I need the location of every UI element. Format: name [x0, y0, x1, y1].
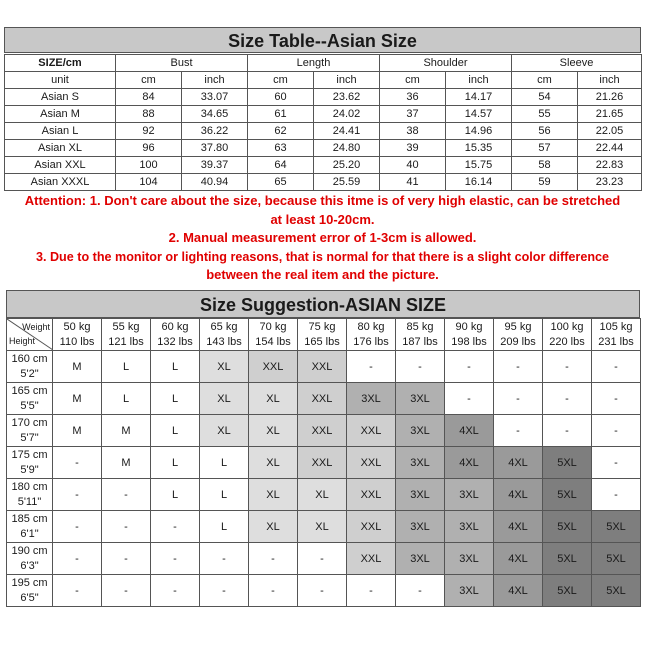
height-ft: 6'3" — [20, 559, 39, 572]
size-suggestion-cell: XXL — [298, 351, 347, 383]
size-value-cell: 24.02 — [314, 106, 380, 123]
weight-kg: 75 kg — [308, 320, 336, 333]
weight-kg: 70 kg — [259, 320, 287, 333]
height-ft: 5'11" — [17, 495, 42, 508]
size-value-cell: 36 — [380, 89, 446, 106]
attention-line-3: 2. Manual measurement error of 1-3cm is allowed. — [168, 230, 477, 246]
weight-header-cell — [249, 319, 298, 351]
unit-cell: cm — [116, 72, 182, 89]
size-suggestion-cell: L — [151, 447, 200, 479]
size-suggestion-cell: 5XL — [592, 511, 641, 543]
height-row — [7, 415, 641, 447]
weight-lbs: 110 lbs — [59, 335, 95, 348]
size-suggestion-cell: 4XL — [494, 447, 543, 479]
size-value-cell: 25.59 — [314, 174, 380, 191]
size-suggestion-cell: XL — [249, 511, 298, 543]
size-value-cell: 22.44 — [578, 140, 642, 157]
size-suggestion-cell: 4XL — [445, 447, 494, 479]
size-suggestion-table — [6, 318, 641, 607]
size-suggestion-cell: XXL — [347, 415, 396, 447]
header-size-cm: SIZE/cm — [5, 55, 116, 72]
weight-kg: 55 kg — [112, 320, 140, 333]
unit-cell: inch — [446, 72, 512, 89]
height-header-cell — [7, 447, 53, 479]
unit-cell: inch — [314, 72, 380, 89]
attention-line-1: Attention: 1. Don't care about the size, because this itme is of very high elastic, can be stretched — [24, 193, 621, 208]
header-shoulder: Shoulder — [380, 55, 512, 72]
size-suggestion-cell: - — [53, 479, 102, 511]
size-value-cell: 88 — [116, 106, 182, 123]
size-suggestion-cell: - — [592, 415, 641, 447]
size-suggestion-cell: 4XL — [494, 511, 543, 543]
header-sleeve: Sleeve — [512, 55, 642, 72]
height-header-cell — [7, 479, 53, 511]
height-row — [7, 543, 641, 575]
weight-lbs: 231 lbs — [598, 335, 634, 348]
height-cm: 170 cm — [11, 416, 48, 429]
size-suggestion-cell: 3XL — [396, 383, 445, 415]
size-suggestion-cell: XL — [298, 479, 347, 511]
size-table-title: Size Table--Asian Size — [4, 27, 641, 53]
size-suggestion-title: Size Suggestion-ASIAN SIZE — [6, 290, 640, 318]
height-ft: 6'1" — [20, 527, 39, 540]
height-header-cell — [7, 383, 53, 415]
size-suggestion-cell: XXL — [347, 447, 396, 479]
weight-header-cell — [543, 319, 592, 351]
size-suggestion-cell: XL — [200, 415, 249, 447]
size-value-cell: 33.07 — [182, 89, 248, 106]
size-suggestion-cell: - — [151, 511, 200, 543]
size-suggestion-cell: - — [102, 575, 151, 607]
size-suggestion-cell: - — [592, 351, 641, 383]
weight-lbs: 176 lbs — [353, 335, 389, 348]
size-suggestion-cell: M — [53, 351, 102, 383]
size-suggestion-cell: XL — [249, 383, 298, 415]
size-suggestion-cell: - — [494, 351, 543, 383]
height-cm: 185 cm — [11, 512, 48, 525]
weight-header-cell — [53, 319, 102, 351]
size-table-header-row — [5, 55, 642, 72]
size-suggestion-cell: L — [200, 479, 249, 511]
size-value-cell: 23.62 — [314, 89, 380, 106]
size-suggestion-cell: - — [543, 383, 592, 415]
size-suggestion-cell: XXL — [347, 511, 396, 543]
weight-header-cell — [494, 319, 543, 351]
size-suggestion-cell: XL — [200, 383, 249, 415]
size-value-cell: 23.23 — [578, 174, 642, 191]
weight-kg: 50 kg — [63, 320, 91, 333]
height-row — [7, 575, 641, 607]
height-ft: 5'9" — [20, 463, 39, 476]
size-suggestion-cell: - — [543, 415, 592, 447]
weight-header-cell — [445, 319, 494, 351]
size-suggestion-cell: - — [102, 479, 151, 511]
corner-height-label: Height — [9, 336, 36, 346]
size-value-cell: 59 — [512, 174, 578, 191]
size-value-cell: 58 — [512, 157, 578, 174]
size-suggestion-cell: XL — [249, 415, 298, 447]
size-value-cell: 55 — [512, 106, 578, 123]
size-suggestion-cell: 3XL — [396, 511, 445, 543]
size-value-cell: 21.65 — [578, 106, 642, 123]
weight-header-cell — [200, 319, 249, 351]
size-value-cell: 40 — [380, 157, 446, 174]
unit-cell: inch — [578, 72, 642, 89]
size-value-cell: 25.20 — [314, 157, 380, 174]
weight-kg: 100 kg — [550, 320, 584, 333]
height-cm: 160 cm — [11, 352, 48, 365]
weight-lbs: 187 lbs — [402, 335, 438, 348]
size-suggestion-cell: - — [53, 543, 102, 575]
size-suggestion-cell: - — [494, 415, 543, 447]
size-value-cell: 41 — [380, 174, 446, 191]
attention-line-4: 3. Due to the monitor or lighting reasons, that is normal for that there is a slight color difference — [35, 249, 610, 264]
size-name-cell: Asian XXL — [5, 157, 116, 174]
size-suggestion-cell: 3XL — [445, 511, 494, 543]
unit-cell: inch — [182, 72, 248, 89]
height-ft: 5'5" — [20, 399, 39, 412]
weight-lbs: 132 lbs — [157, 335, 193, 348]
size-value-cell: 14.17 — [446, 89, 512, 106]
weight-header-cell — [396, 319, 445, 351]
size-suggestion-cell: - — [53, 447, 102, 479]
weight-kg: 80 kg — [357, 320, 385, 333]
size-value-cell: 22.83 — [578, 157, 642, 174]
size-value-cell: 24.80 — [314, 140, 380, 157]
height-row — [7, 479, 641, 511]
height-cm: 180 cm — [11, 480, 48, 493]
unit-label: unit — [5, 72, 116, 89]
weight-kg: 60 kg — [161, 320, 189, 333]
size-row — [5, 89, 642, 106]
size-value-cell: 21.26 — [578, 89, 642, 106]
size-suggestion-cell: 3XL — [445, 543, 494, 575]
size-row — [5, 174, 642, 191]
size-suggestion-cell: XL — [249, 447, 298, 479]
size-value-cell: 64 — [248, 157, 314, 174]
weight-lbs: 143 lbs — [206, 335, 242, 348]
size-value-cell: 54 — [512, 89, 578, 106]
unit-cell: cm — [380, 72, 446, 89]
size-suggestion-cell: - — [347, 351, 396, 383]
height-ft: 6'5" — [20, 591, 39, 604]
size-value-cell: 34.65 — [182, 106, 248, 123]
size-suggestion-cell: 5XL — [543, 447, 592, 479]
size-value-cell: 15.35 — [446, 140, 512, 157]
size-row — [5, 106, 642, 123]
size-suggestion-cell: L — [151, 479, 200, 511]
size-name-cell: Asian XL — [5, 140, 116, 157]
size-value-cell: 92 — [116, 123, 182, 140]
weight-kg: 105 kg — [599, 320, 633, 333]
size-suggestion-cell: 4XL — [494, 479, 543, 511]
attention-line-2: at least 10-20cm. — [270, 211, 375, 227]
weight-lbs: 165 lbs — [304, 335, 340, 348]
size-value-cell: 57 — [512, 140, 578, 157]
size-value-cell: 16.14 — [446, 174, 512, 191]
size-suggestion-cell: XL — [249, 479, 298, 511]
size-value-cell: 39 — [380, 140, 446, 157]
size-suggestion-cell: XL — [298, 511, 347, 543]
size-suggestion-cell: M — [102, 415, 151, 447]
size-suggestion-cell: L — [200, 447, 249, 479]
size-name-cell: Asian L — [5, 123, 116, 140]
size-suggestion-cell: L — [151, 415, 200, 447]
size-suggestion-cell: XXL — [298, 447, 347, 479]
size-value-cell: 14.57 — [446, 106, 512, 123]
size-suggestion-cell: 3XL — [396, 447, 445, 479]
height-cm: 190 cm — [11, 544, 48, 557]
size-suggestion-cell: M — [53, 415, 102, 447]
size-suggestion-cell: - — [592, 447, 641, 479]
size-suggestion-cell: 3XL — [347, 383, 396, 415]
size-suggestion-cell: L — [102, 351, 151, 383]
size-value-cell: 62 — [248, 123, 314, 140]
size-value-cell: 40.94 — [182, 174, 248, 191]
size-value-cell: 39.37 — [182, 157, 248, 174]
header-length: Length — [248, 55, 380, 72]
size-suggestion-cell: 3XL — [396, 479, 445, 511]
size-suggestion-cell: 5XL — [592, 543, 641, 575]
size-value-cell: 104 — [116, 174, 182, 191]
size-suggestion-cell: 3XL — [396, 415, 445, 447]
size-suggestion-cell: - — [396, 351, 445, 383]
height-header-cell — [7, 511, 53, 543]
size-suggestion-cell: - — [249, 543, 298, 575]
size-suggestion-cell: XXL — [298, 383, 347, 415]
weight-header-cell — [347, 319, 396, 351]
size-suggestion-cell: 5XL — [543, 511, 592, 543]
size-suggestion-cell: L — [102, 383, 151, 415]
height-cm: 175 cm — [11, 448, 48, 461]
size-suggestion-cell: - — [445, 383, 494, 415]
size-suggestion-cell: 4XL — [494, 543, 543, 575]
size-suggestion-cell: - — [298, 543, 347, 575]
size-suggestion-cell: - — [543, 351, 592, 383]
size-suggestion-cell: - — [102, 511, 151, 543]
size-value-cell: 84 — [116, 89, 182, 106]
size-suggestion-cell: - — [200, 575, 249, 607]
weight-header-cell — [151, 319, 200, 351]
size-suggestion-cell: 4XL — [445, 415, 494, 447]
height-header-cell — [7, 543, 53, 575]
weight-lbs: 154 lbs — [255, 335, 291, 348]
unit-cell: cm — [248, 72, 314, 89]
size-suggestion-cell: - — [298, 575, 347, 607]
size-value-cell: 96 — [116, 140, 182, 157]
size-suggestion-cell: - — [151, 575, 200, 607]
height-row — [7, 383, 641, 415]
size-suggestion-cell: M — [53, 383, 102, 415]
size-suggestion-cell: 4XL — [494, 575, 543, 607]
size-value-cell: 22.05 — [578, 123, 642, 140]
size-suggestion-cell: 5XL — [543, 479, 592, 511]
size-suggestion-cell: 3XL — [445, 479, 494, 511]
size-value-cell: 56 — [512, 123, 578, 140]
size-value-cell: 37.80 — [182, 140, 248, 157]
size-suggestion-cell: 3XL — [445, 575, 494, 607]
size-suggestion-cell: XXL — [347, 543, 396, 575]
weight-lbs: 198 lbs — [451, 335, 487, 348]
size-row — [5, 157, 642, 174]
size-table-unit-row — [5, 72, 642, 89]
size-value-cell: 38 — [380, 123, 446, 140]
size-value-cell: 100 — [116, 157, 182, 174]
size-value-cell: 14.96 — [446, 123, 512, 140]
size-value-cell: 61 — [248, 106, 314, 123]
size-suggestion-cell: - — [396, 575, 445, 607]
size-value-cell: 36.22 — [182, 123, 248, 140]
size-suggestion-cell: - — [592, 383, 641, 415]
weight-header-cell — [592, 319, 641, 351]
weight-lbs: 220 lbs — [549, 335, 585, 348]
size-value-cell: 65 — [248, 174, 314, 191]
weight-header-row — [7, 319, 641, 351]
height-cm: 195 cm — [11, 576, 48, 589]
size-suggestion-cell: 5XL — [592, 575, 641, 607]
size-name-cell: Asian S — [5, 89, 116, 106]
height-header-cell — [7, 575, 53, 607]
size-value-cell: 63 — [248, 140, 314, 157]
weight-lbs: 209 lbs — [500, 335, 536, 348]
weight-kg: 95 kg — [504, 320, 532, 333]
attention-notes — [4, 192, 641, 285]
height-ft: 5'2" — [20, 367, 39, 380]
size-suggestion-cell: XL — [200, 351, 249, 383]
height-row — [7, 351, 641, 383]
unit-cell: cm — [512, 72, 578, 89]
corner-cell — [7, 319, 53, 351]
size-suggestion-cell: L — [200, 511, 249, 543]
header-bust: Bust — [116, 55, 248, 72]
weight-lbs: 121 lbs — [108, 335, 144, 348]
size-suggestion-cell: - — [347, 575, 396, 607]
size-suggestion-cell: - — [102, 543, 151, 575]
height-ft: 5'7" — [20, 431, 39, 444]
height-header-cell — [7, 351, 53, 383]
size-value-cell: 15.75 — [446, 157, 512, 174]
size-suggestion-cell: - — [249, 575, 298, 607]
size-suggestion-cell: 5XL — [543, 543, 592, 575]
size-value-cell: 37 — [380, 106, 446, 123]
weight-header-cell — [102, 319, 151, 351]
height-row — [7, 511, 641, 543]
height-row — [7, 447, 641, 479]
size-suggestion-cell: - — [200, 543, 249, 575]
size-suggestion-cell: XXL — [249, 351, 298, 383]
size-suggestion-cell: L — [151, 383, 200, 415]
size-value-cell: 60 — [248, 89, 314, 106]
size-suggestion-cell: XXL — [347, 479, 396, 511]
weight-header-cell — [298, 319, 347, 351]
size-name-cell: Asian M — [5, 106, 116, 123]
size-suggestion-cell: 3XL — [396, 543, 445, 575]
attention-line-5: between the real item and the picture. — [206, 267, 439, 283]
size-suggestion-cell: - — [445, 351, 494, 383]
size-suggestion-cell: 5XL — [543, 575, 592, 607]
size-suggestion-cell: - — [494, 383, 543, 415]
size-suggestion-cell: - — [53, 511, 102, 543]
size-value-cell: 24.41 — [314, 123, 380, 140]
size-suggestion-cell: - — [53, 575, 102, 607]
weight-kg: 90 kg — [455, 320, 483, 333]
size-row — [5, 140, 642, 157]
size-name-cell: Asian XXXL — [5, 174, 116, 191]
size-suggestion-cell: XXL — [298, 415, 347, 447]
corner-weight-label: Weight — [22, 322, 50, 332]
height-cm: 165 cm — [11, 384, 48, 397]
size-suggestion-cell: L — [151, 351, 200, 383]
size-row — [5, 123, 642, 140]
height-header-cell — [7, 415, 53, 447]
size-suggestion-cell: - — [592, 479, 641, 511]
size-suggestion-cell: - — [151, 543, 200, 575]
size-suggestion-cell: M — [102, 447, 151, 479]
weight-kg: 65 kg — [210, 320, 238, 333]
weight-kg: 85 kg — [406, 320, 434, 333]
